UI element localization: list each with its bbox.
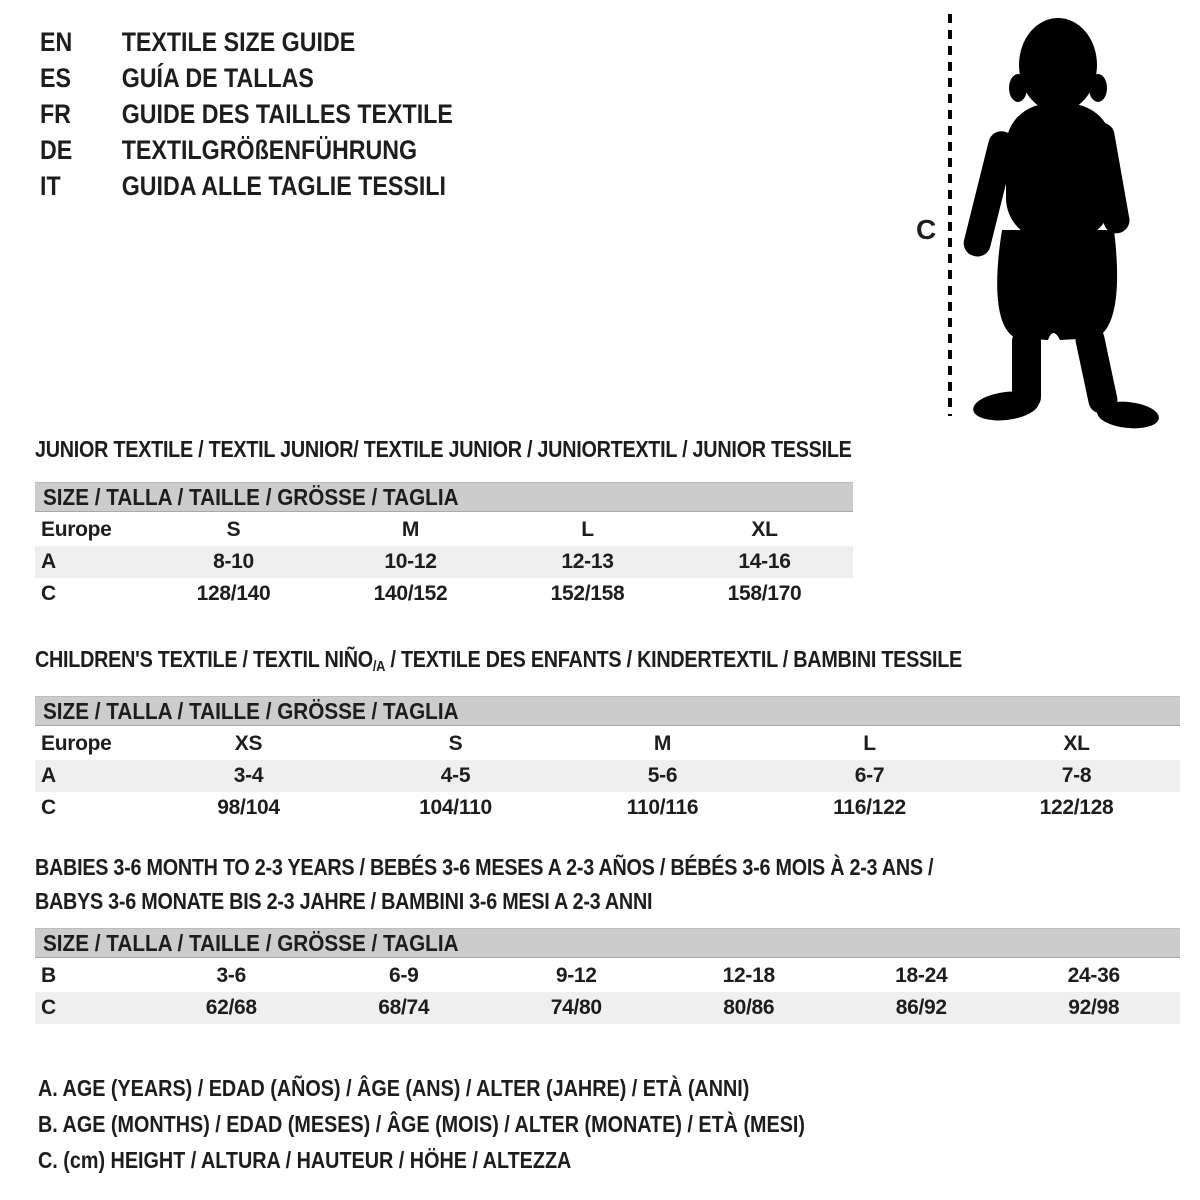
table-row: [35, 960, 1180, 992]
size-header-bar: [35, 482, 853, 512]
legend-line-b: B. AGE (MONTHS) / EDAD (MESES) / ÂGE (MOIS) / ALTER (MONATE) / ETÀ (MESI): [38, 1111, 805, 1137]
table-row: [35, 578, 853, 610]
table-cell: 5-6: [647, 764, 678, 787]
title-text: JUNIOR TEXTILE / TEXTIL JUNIOR/ TEXTILE JUNIOR / JUNIORTEXTIL / JUNIOR TESSILE: [35, 436, 852, 462]
table-cell: M: [653, 732, 672, 755]
table-cell: 128/140: [196, 582, 271, 605]
table-cell: XS: [234, 732, 263, 755]
table-row: [35, 728, 1180, 760]
lang-code: IT: [40, 171, 61, 201]
table-cell: 104/110: [419, 796, 492, 819]
size-header-bar: [35, 696, 1180, 726]
title-subscript: /A: [372, 658, 386, 675]
title-text: BABIES 3-6 MONTH TO 2-3 YEARS / BEBÉS 3-6 MESES A 2-3 AÑOS / BÉBÉS 3-6 MOIS À 2-3 ANS /: [35, 854, 934, 880]
row-label: C: [41, 996, 56, 1019]
table-cell: 122/128: [1039, 796, 1114, 819]
table-row: [35, 546, 853, 578]
section-title: [35, 642, 1020, 680]
table-cell: 6-7: [854, 764, 885, 787]
lang-code: FR: [40, 99, 71, 129]
lang-code: DE: [40, 135, 73, 165]
table-cell: 4-5: [440, 764, 471, 787]
table-row: [35, 992, 1180, 1024]
title-text: / TEXTILE DES ENFANTS / KINDERTEXTIL / BAMBINI TESSILE: [385, 646, 962, 672]
size-table: [35, 728, 1180, 824]
table-cell: 12-13: [561, 550, 614, 573]
table-cell: 9-12: [555, 964, 597, 987]
table-cell: 158/170: [727, 582, 802, 605]
table-cell: 68/74: [378, 996, 430, 1019]
row-label: Europe: [41, 732, 112, 755]
table-cell: 110/116: [626, 796, 699, 819]
table-cell: 152/158: [550, 582, 625, 605]
row-label: B: [41, 964, 56, 987]
row-label: A: [41, 764, 56, 787]
lang-row-it: [40, 168, 453, 204]
section-title: [35, 850, 1020, 918]
table-row: [35, 760, 1180, 792]
table-cell: 116/122: [833, 796, 906, 819]
figure-graphic: [900, 8, 1190, 433]
table-cell: L: [863, 732, 876, 755]
legend-block: [38, 1070, 805, 1178]
table-cell: 74/80: [550, 996, 602, 1019]
table-cell: 80/86: [723, 996, 775, 1019]
table-cell: 18-24: [895, 964, 948, 987]
lang-row-en: [40, 24, 453, 60]
table-row: [35, 792, 1180, 824]
table-cell: 8-10: [213, 550, 254, 573]
table-cell: 98/104: [217, 796, 280, 819]
lang-label: GUÍA DE TALLAS: [121, 63, 314, 93]
table-cell: 6-9: [389, 964, 419, 987]
table-cell: 140/152: [373, 582, 448, 605]
table-cell: S: [448, 732, 463, 755]
row-label: C: [41, 582, 56, 605]
lang-label: TEXTILGRÖßENFÜHRUNG: [121, 135, 418, 165]
table-cell: XL: [1063, 732, 1090, 755]
junior-textile-section: [35, 432, 853, 610]
table-cell: 7-8: [1061, 764, 1092, 787]
lang-code: EN: [40, 27, 73, 57]
section-title: [35, 432, 852, 466]
lang-code: ES: [40, 63, 71, 93]
title-text: BABYS 3-6 MONATE BIS 2-3 JAHRE / BAMBINI 3-6 MESI A 2-3 ANNI: [35, 888, 653, 914]
table-cell: 12-18: [722, 964, 775, 987]
size-header-label: SIZE / TALLA / TAILLE / GRÖSSE / TAGLIA: [43, 698, 459, 724]
table-cell: M: [401, 518, 420, 541]
table-cell: 10-12: [384, 550, 437, 573]
childrens-textile-section: [35, 642, 1180, 824]
lang-label: TEXTILE SIZE GUIDE: [121, 27, 356, 57]
lang-row-de: [40, 132, 453, 168]
section-title-line: [35, 884, 1020, 918]
lang-label: GUIDA ALLE TAGLIE TESSILI: [121, 171, 446, 201]
language-heading-block: [40, 24, 453, 204]
section-title-line: [35, 850, 1020, 884]
size-header-label: SIZE / TALLA / TAILLE / GRÖSSE / TAGLIA: [43, 484, 459, 510]
row-label: Europe: [41, 518, 112, 541]
section-title-line: [35, 642, 1020, 680]
row-label: C: [41, 796, 56, 819]
lang-label: GUIDE DES TAILLES TEXTILE: [121, 99, 453, 129]
table-cell: 86/92: [895, 996, 947, 1019]
measure-label-c: C: [916, 214, 937, 245]
lang-row-fr: [40, 96, 453, 132]
size-header-label: SIZE / TALLA / TAILLE / GRÖSSE / TAGLIA: [43, 930, 459, 956]
height-measure-figure: [900, 8, 1190, 433]
table-cell: 62/68: [205, 996, 257, 1019]
table-row: [35, 514, 853, 546]
legend-line-c: C. (cm) HEIGHT / ALTURA / HAUTEUR / HÖHE / ALTEZZA: [38, 1147, 572, 1173]
row-label: A: [41, 550, 56, 573]
table-cell: XL: [751, 518, 778, 541]
babies-textile-section: [35, 850, 1180, 1024]
size-table: [35, 514, 853, 610]
table-cell: L: [581, 518, 594, 541]
size-table: [35, 960, 1180, 1024]
table-cell: 3-4: [233, 764, 264, 787]
table-cell: 24-36: [1067, 964, 1120, 987]
table-cell: 14-16: [738, 550, 791, 573]
section-title-line: [35, 432, 852, 466]
table-cell: 92/98: [1068, 996, 1120, 1019]
legend-line-a: A. AGE (YEARS) / EDAD (AÑOS) / ÂGE (ANS) / ALTER (JAHRE) / ETÀ (ANNI): [38, 1075, 750, 1101]
toddler-silhouette-icon: [961, 18, 1160, 431]
lang-row-es: [40, 60, 453, 96]
table-cell: 3-6: [216, 964, 246, 987]
title-text: CHILDREN'S TEXTILE / TEXTIL NIÑO: [35, 646, 373, 672]
table-cell: S: [226, 518, 241, 541]
size-header-bar: [35, 928, 1180, 958]
